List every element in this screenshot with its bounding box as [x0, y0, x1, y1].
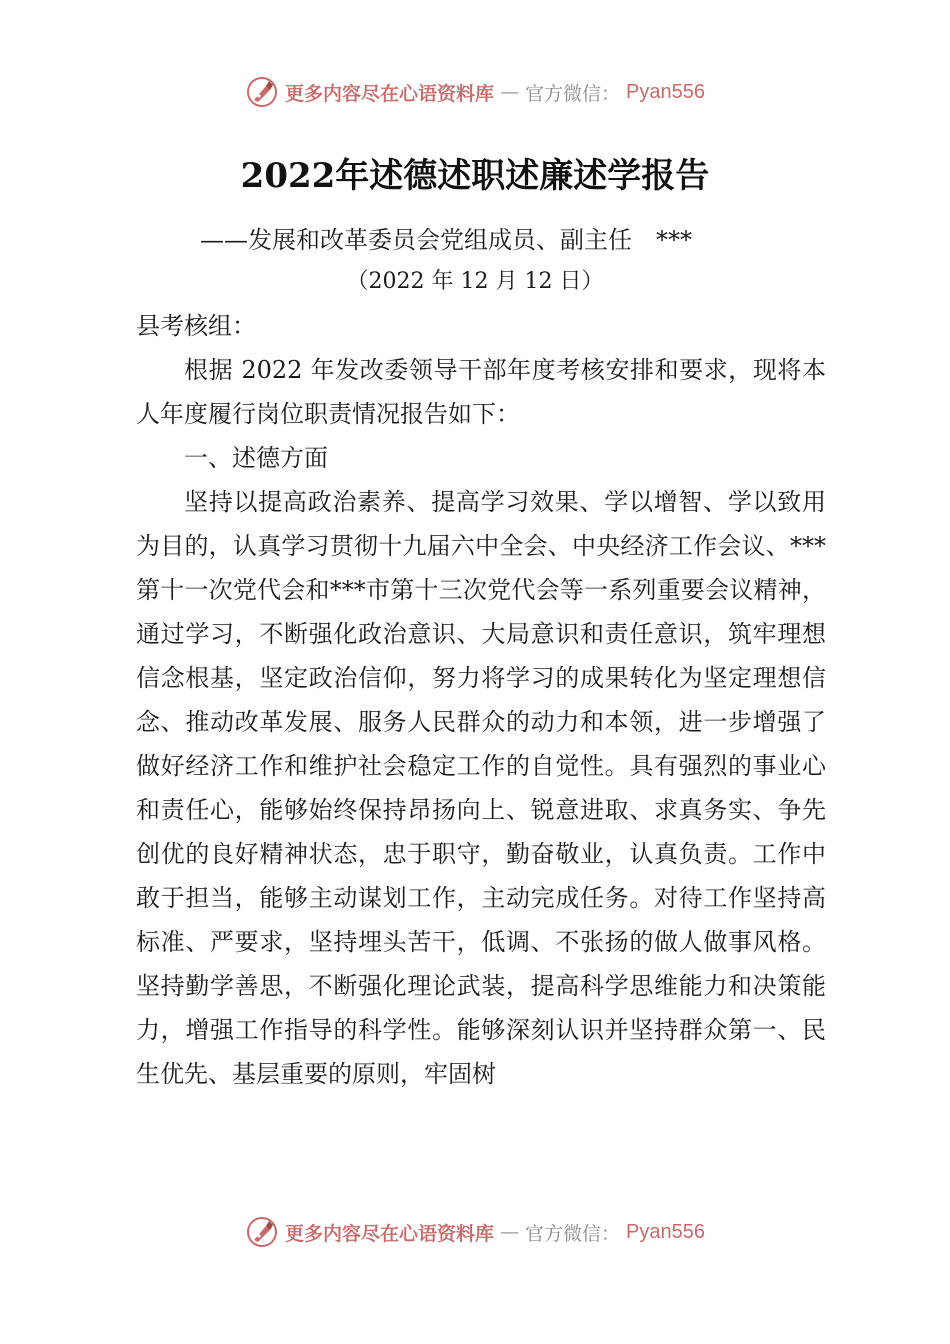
- document-subtitle: ——发展和改革委员会党组成员、副主任 ***: [200, 226, 692, 254]
- section-paragraph: 坚持以提高政治素养、提高学习效果、学以增智、学以致用为目的，认真学习贯彻十九届六中全会、中央经济工作会议、***第十一次党代会和***市第十三次党代会等一系列重要会议精神，通过学习，不断强化政治意识、大局意识和责任意识，筑牢理想信念根基，坚定政治信仰，努力将学习的成果转化为坚定理想信念、推动改革发展、服务人民群众的动力和本领，进一步增强了做好经济工作和维护社会稳定工作的自觉性。具有强烈的事业心和责任心，能够始终保持昂扬向上、锐意进取、求真务实、争先创优的良好精神状态，忠于职守，勤奋敬业，认真负责。工作中敢于担当，能够主动谋划工作，主动完成任务。对待工作坚持高标准、严要求，坚持埋头苦干，低调、不张扬的做人做事风格。坚持勤学善思，不断强化理论武装，提高科学思维能力和决策能力，增强工作指导的科学性。能够深刻认识并坚持群众第一、民生优先、基层重要的原则，牢固树: [136, 488, 826, 1088]
- salutation: 县考核组：: [136, 312, 256, 340]
- pen-nib-logo-icon: [245, 1215, 279, 1249]
- watermark-wechat-id: Pyan556: [626, 1220, 705, 1243]
- document-title: 2022年述德述职述廉述学报告: [240, 156, 710, 196]
- watermark-wechat-id: Pyan556: [626, 80, 705, 103]
- watermark-contact-label: 官方微信：: [525, 82, 621, 105]
- watermark-separator: —: [500, 1221, 520, 1243]
- footer-watermark: [0, 1212, 950, 1252]
- watermark-library-text: 更多内容尽在心语资料库: [285, 82, 495, 105]
- pen-nib-logo-icon: [245, 75, 279, 109]
- watermark-contact-label: 官方微信：: [525, 1222, 621, 1245]
- intro-paragraph: 根据 2022 年发改委领导干部年度考核安排和要求，现将本人年度履行岗位职责情况报告如下：: [136, 356, 826, 428]
- document-body: [136, 304, 826, 1096]
- watermark-library-text: 更多内容尽在心语资料库: [285, 1222, 495, 1245]
- watermark-separator: —: [500, 81, 520, 103]
- section-heading: 一、述德方面: [184, 444, 328, 472]
- document-date: （2022 年 12 月 12 日）: [346, 269, 604, 294]
- header-watermark: [0, 72, 950, 112]
